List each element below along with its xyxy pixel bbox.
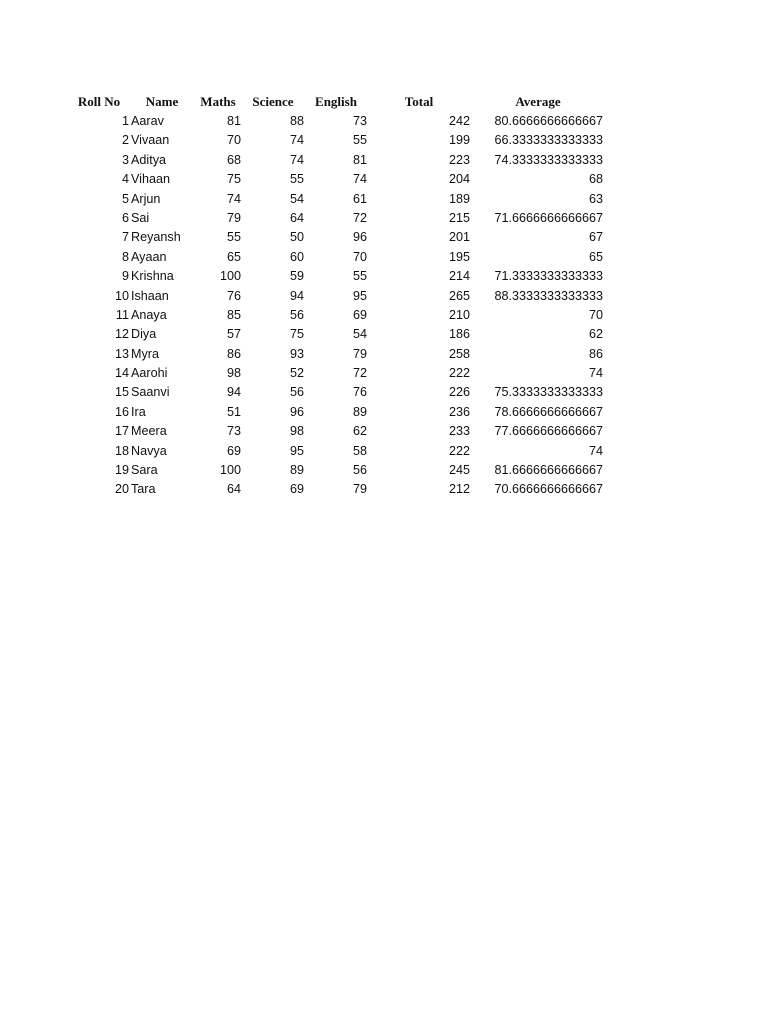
name-cell: Tara [131, 482, 156, 497]
english-cell: 58 [352, 443, 367, 458]
roll-no-cell: 4 [121, 172, 129, 187]
maths-cell: 68 [226, 152, 241, 167]
header-total: Total [404, 94, 434, 109]
table-body [0, 112, 768, 500]
name-cell: Aarohi [131, 366, 168, 381]
maths-cell: 69 [226, 443, 241, 458]
table-header-row [0, 92, 768, 112]
total-cell: 226 [448, 385, 470, 400]
average-cell: 74.3333333333333 [494, 152, 603, 167]
header-english: English [315, 94, 357, 109]
english-cell: 56 [352, 463, 367, 478]
table-row [0, 267, 768, 286]
science-cell: 59 [289, 269, 304, 284]
science-cell: 52 [289, 366, 304, 381]
header-roll-no: Roll No [77, 94, 121, 109]
science-cell: 74 [289, 152, 304, 167]
maths-cell: 74 [226, 191, 241, 206]
english-cell: 70 [352, 249, 367, 264]
average-cell: 65 [588, 249, 603, 264]
name-cell: Vihaan [131, 172, 170, 187]
average-cell: 75.3333333333333 [494, 385, 603, 400]
science-cell: 96 [289, 404, 304, 419]
english-cell: 69 [352, 307, 367, 322]
name-cell: Ishaan [131, 288, 169, 303]
maths-cell: 79 [226, 210, 241, 225]
english-cell: 79 [352, 346, 367, 361]
name-cell: Arjun [131, 191, 161, 206]
header-average: Average [515, 94, 561, 109]
total-cell: 186 [448, 327, 470, 342]
header-science: Science [252, 94, 294, 109]
roll-no-cell: 12 [114, 327, 129, 342]
english-cell: 89 [352, 404, 367, 419]
roll-no-cell: 15 [114, 385, 129, 400]
english-cell: 96 [352, 230, 367, 245]
science-cell: 55 [289, 172, 304, 187]
total-cell: 212 [448, 482, 470, 497]
science-cell: 69 [289, 482, 304, 497]
average-cell: 67 [588, 230, 603, 245]
total-cell: 215 [448, 210, 470, 225]
maths-cell: 98 [226, 366, 241, 381]
total-cell: 189 [448, 191, 470, 206]
english-cell: 72 [352, 366, 367, 381]
science-cell: 56 [289, 385, 304, 400]
average-cell: 71.3333333333333 [494, 269, 603, 284]
table-row [0, 364, 768, 383]
science-cell: 89 [289, 463, 304, 478]
name-cell: Myra [131, 346, 159, 361]
name-cell: Navya [131, 443, 167, 458]
maths-cell: 55 [226, 230, 241, 245]
maths-cell: 100 [219, 463, 241, 478]
science-cell: 60 [289, 249, 304, 264]
table-row [0, 112, 768, 131]
roll-no-cell: 7 [121, 230, 129, 245]
name-cell: Aditya [131, 152, 167, 167]
roll-no-cell: 16 [114, 404, 129, 419]
total-cell: 236 [448, 404, 470, 419]
science-cell: 94 [289, 288, 304, 303]
name-cell: Anaya [131, 307, 167, 322]
science-cell: 50 [289, 230, 304, 245]
maths-cell: 75 [226, 172, 241, 187]
total-cell: 201 [448, 230, 470, 245]
english-cell: 55 [352, 269, 367, 284]
total-cell: 245 [448, 463, 470, 478]
roll-no-cell: 2 [121, 133, 129, 148]
english-cell: 81 [352, 152, 367, 167]
english-cell: 95 [352, 288, 367, 303]
table-row [0, 383, 768, 402]
english-cell: 79 [352, 482, 367, 497]
english-cell: 74 [352, 172, 367, 187]
english-cell: 54 [352, 327, 367, 342]
name-cell: Meera [131, 424, 167, 439]
maths-cell: 86 [226, 346, 241, 361]
maths-cell: 70 [226, 133, 241, 148]
total-cell: 233 [448, 424, 470, 439]
roll-no-cell: 8 [121, 249, 129, 264]
table-row [0, 287, 768, 306]
table-row [0, 170, 768, 189]
science-cell: 64 [289, 210, 304, 225]
table-row [0, 151, 768, 170]
average-cell: 77.6666666666667 [494, 424, 603, 439]
english-cell: 73 [352, 114, 367, 128]
total-cell: 265 [448, 288, 470, 303]
table-row [0, 480, 768, 499]
maths-cell: 73 [226, 424, 241, 439]
average-cell: 66.3333333333333 [494, 133, 603, 148]
science-cell: 95 [289, 443, 304, 458]
name-cell: Sai [131, 210, 150, 225]
roll-no-cell: 17 [114, 424, 129, 439]
average-cell: 63 [588, 191, 603, 206]
average-cell: 74 [588, 366, 603, 381]
table-row [0, 306, 768, 325]
average-cell: 62 [588, 327, 603, 342]
science-cell: 75 [289, 327, 304, 342]
table-row [0, 209, 768, 228]
roll-no-cell: 1 [121, 114, 129, 128]
maths-cell: 64 [226, 482, 241, 497]
science-cell: 74 [289, 133, 304, 148]
total-cell: 222 [448, 443, 470, 458]
name-cell: Krishna [131, 269, 174, 284]
name-cell: Diya [131, 327, 157, 342]
table-row [0, 442, 768, 461]
name-cell: Sara [131, 463, 158, 478]
roll-no-cell: 5 [121, 191, 129, 206]
header-maths: Maths [200, 94, 236, 109]
maths-cell: 65 [226, 249, 241, 264]
table-row [0, 345, 768, 364]
total-cell: 222 [448, 366, 470, 381]
science-cell: 88 [289, 114, 304, 128]
science-cell: 54 [289, 191, 304, 206]
total-cell: 214 [448, 269, 470, 284]
maths-cell: 81 [226, 114, 241, 128]
average-cell: 74 [588, 443, 603, 458]
maths-cell: 85 [226, 307, 241, 322]
name-cell: Reyansh [131, 230, 181, 245]
english-cell: 62 [352, 424, 367, 439]
header-name: Name [145, 94, 179, 109]
average-cell: 81.6666666666667 [494, 463, 603, 478]
table-row [0, 131, 768, 150]
name-cell: Saanvi [131, 385, 170, 400]
english-cell: 76 [352, 385, 367, 400]
roll-no-cell: 20 [114, 482, 129, 497]
roll-no-cell: 13 [114, 346, 129, 361]
science-cell: 56 [289, 307, 304, 322]
average-cell: 71.6666666666667 [494, 210, 603, 225]
name-cell: Ira [131, 404, 146, 419]
roll-no-cell: 11 [115, 307, 129, 322]
maths-cell: 100 [219, 269, 241, 284]
roll-no-cell: 9 [121, 269, 129, 284]
roll-no-cell: 10 [114, 288, 129, 303]
table-row [0, 325, 768, 344]
table-row [0, 461, 768, 480]
maths-cell: 76 [226, 288, 241, 303]
roll-no-cell: 3 [121, 152, 129, 167]
roll-no-cell: 19 [114, 463, 129, 478]
total-cell: 204 [448, 172, 470, 187]
average-cell: 78.6666666666667 [494, 404, 603, 419]
total-cell: 242 [448, 114, 470, 128]
name-cell: Vivaan [131, 133, 170, 148]
table-row [0, 228, 768, 247]
total-cell: 210 [448, 307, 470, 322]
average-cell: 88.3333333333333 [494, 288, 603, 303]
name-cell: Ayaan [131, 249, 167, 264]
name-cell: Aarav [131, 114, 164, 128]
table-row [0, 422, 768, 441]
roll-no-cell: 18 [114, 443, 129, 458]
english-cell: 61 [352, 191, 367, 206]
maths-cell: 57 [226, 327, 241, 342]
average-cell: 70 [588, 307, 603, 322]
table-row [0, 403, 768, 422]
roll-no-cell: 14 [114, 366, 129, 381]
average-cell: 68 [588, 172, 603, 187]
table-row [0, 248, 768, 267]
total-cell: 199 [448, 133, 470, 148]
roll-no-cell: 6 [121, 210, 129, 225]
maths-cell: 51 [226, 404, 241, 419]
science-cell: 93 [289, 346, 304, 361]
average-cell: 70.6666666666667 [494, 482, 603, 497]
total-cell: 195 [448, 249, 470, 264]
average-cell: 80.6666666666667 [494, 114, 603, 128]
total-cell: 258 [448, 346, 470, 361]
english-cell: 72 [352, 210, 367, 225]
english-cell: 55 [352, 133, 367, 148]
marks-table [0, 92, 768, 500]
science-cell: 98 [289, 424, 304, 439]
maths-cell: 94 [226, 385, 241, 400]
table-row [0, 190, 768, 209]
average-cell: 86 [588, 346, 603, 361]
total-cell: 223 [448, 152, 470, 167]
